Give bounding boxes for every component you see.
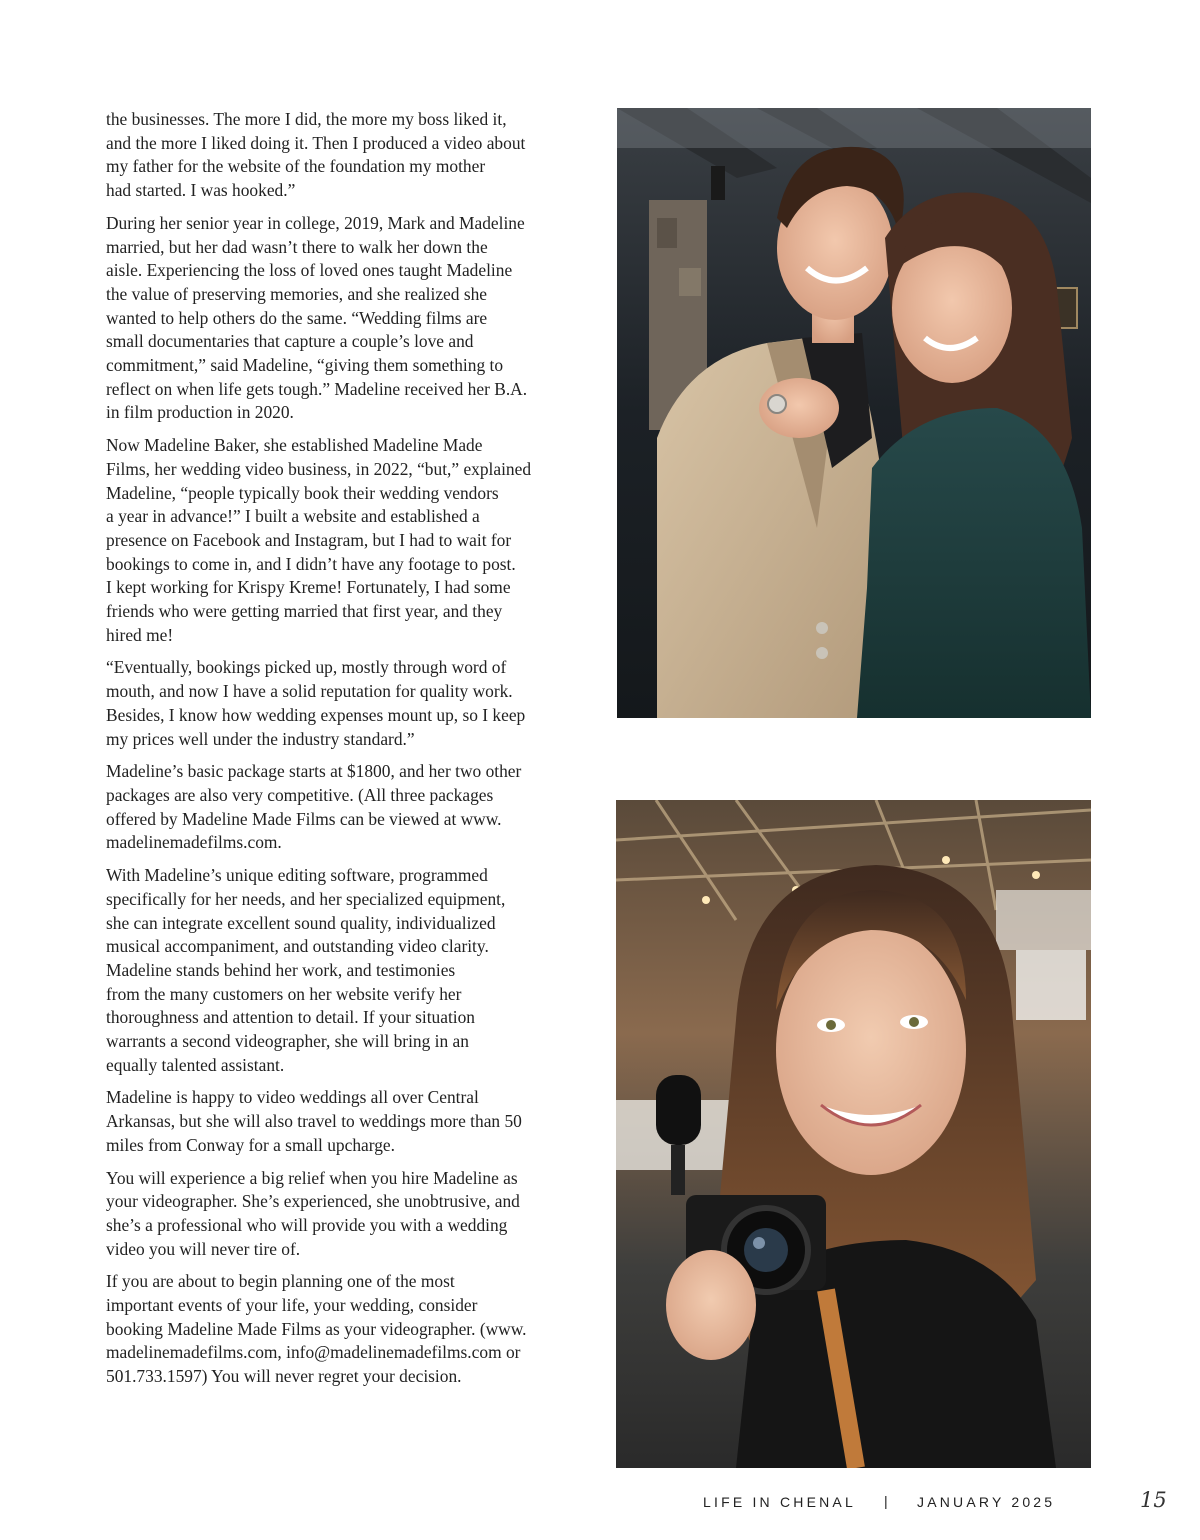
article-paragraph-2: During her senior year in college, 2019, Mark and Madeline married, but her dad wasn’t there to walk her down the aisle. Experiencing the loss of loved ones taught Madeline the value of preserving memories, and she realized she wanted to help others do the same. “Wedding films are small documentaries that capture a couple’s love and commitment,” said Madeline, “giving them something to reflect on when life gets tough.” Madeline received her B.A. in film production in 2020. (106, 212, 528, 423)
article-paragraph-3: Now Madeline Baker, she established Madeline Made Films, her wedding video business, in 2022, “but,” explained Madeline, “people typically book their wedding vendors a year in advance!” I built a website and established a presence on Facebook and Instagram, but I had to wait for bookings to come in, and I didn’t have any footage to post. I kept working for Krispy Kreme! Fortunately, I had some friends who were getting married that first year, and they hired me! (106, 435, 532, 645)
footer-separator: | (884, 1493, 888, 1509)
article-paragraph-5: Madeline’s basic package starts at $1800, and her two other packages are also very competitive. (All three packages offered by Madeline Made Films can be viewed at www. madelinemadefilms.com. (106, 761, 522, 853)
article-paragraph-1: the businesses. The more I did, the more my boss liked it, and the more I liked doing it. Then I produced a video about my father for the website of the foundation my mother had started. I was hooked.” (106, 109, 526, 201)
page-number: 15 (1140, 1488, 1167, 1512)
footer-issue-date: JANUARY 2025 (917, 1494, 1056, 1510)
camera-selfie-illustration (616, 800, 1091, 1468)
couple-photo-illustration (617, 108, 1091, 718)
camera-selfie-photo (616, 800, 1091, 1468)
article-paragraph-9: If you are about to begin planning one of the most important events of your life, your wedding, consider booking Madeline Made Films as your videographer. (www. madelinemadefilms.com, info@madelinemadefilms.com or 501.733.1597) You will never regret your decision. (106, 1271, 527, 1387)
article-paragraph-7: Madeline is happy to video weddings all over Central Arkansas, but she will also travel to weddings more than 50 miles from Conway for a small upcharge. (106, 1087, 522, 1155)
couple-photo (617, 108, 1091, 718)
page-footer (600, 1488, 1167, 1516)
article-paragraph-4: “Eventually, bookings picked up, mostly through word of mouth, and now I have a solid reputation for quality work. Besides, I know how wedding expenses mount up, so I keep my prices well under the industry standard.” (106, 657, 526, 749)
article-paragraph-6: With Madeline’s unique editing software, programmed specifically for her needs, and her specialized equipment, she can integrate excellent sound quality, individualized musical accompaniment, and outstanding video clarity. Madeline stands behind her work, and testimonies from the many customers on her website verify her thoroughness and attention to detail. If your situation warrants a second videographer, she will bring in an equally talented assistant. (106, 865, 506, 1075)
article-body (106, 108, 586, 1398)
footer-publication: LIFE IN CHENAL (703, 1494, 856, 1510)
article-paragraph-8: You will experience a big relief when you hire Madeline as your videographer. She’s experienced, she unobtrusive, and she’s a professional who will provide you with a wedding video you will never tire of. (106, 1167, 520, 1259)
